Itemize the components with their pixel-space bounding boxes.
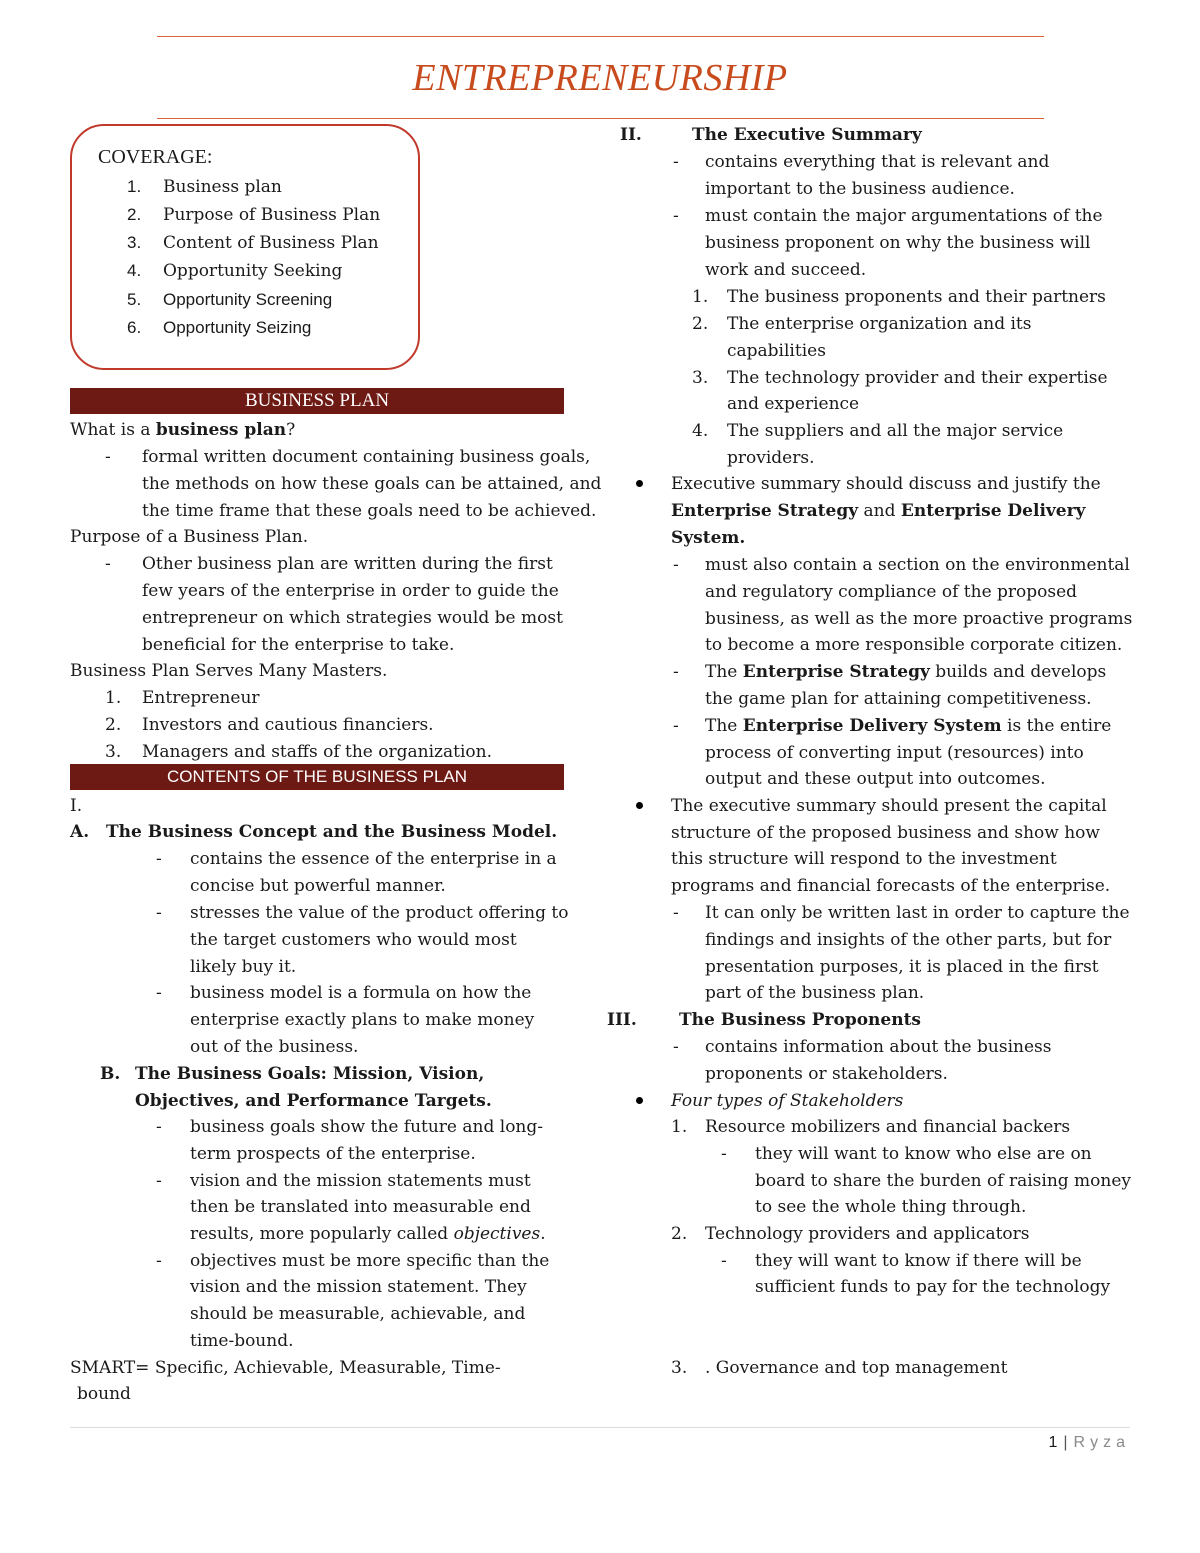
- stakeholder-bullet: sufficient funds to pay for the technology: [755, 1277, 1111, 1297]
- section-ii-bullet: the game plan for attaining competitiveness.: [705, 689, 1092, 709]
- section-ii-bullet: must also contain a section on the environmental: [705, 555, 1130, 575]
- purpose-line: entrepreneur on which strategies would be most: [142, 608, 563, 628]
- masters-number: 1.: [105, 688, 122, 708]
- stakeholders-heading: Four types of Stakeholders: [671, 1091, 904, 1111]
- section-a-bullet: business model is a formula on how the: [190, 983, 532, 1003]
- section-ii-bullet: business, as well as the more proactive programs: [705, 609, 1133, 629]
- masters-item: Entrepreneur: [142, 688, 260, 708]
- dash-marker: -: [673, 716, 679, 736]
- dash-marker: -: [673, 555, 679, 575]
- smart-line: bound: [77, 1384, 131, 1404]
- section-ii-bullet: The Enterprise Delivery System is the entire: [705, 716, 1112, 736]
- dash-marker: -: [156, 1251, 162, 1271]
- dash-marker: -: [156, 1117, 162, 1137]
- dash-marker: -: [673, 1037, 679, 1057]
- section-b-bullet: term prospects of the enterprise.: [190, 1144, 476, 1164]
- section-iii-label: III.: [607, 1010, 637, 1030]
- stakeholder-bullet: they will want to know who else are on: [755, 1144, 1092, 1164]
- section-ii-bullet: The Enterprise Strategy builds and develops: [705, 662, 1107, 682]
- page-title: ENTREPRENEURSHIP: [412, 57, 788, 99]
- section-ii-bullet: presentation purposes, it is placed in the first: [705, 957, 1099, 977]
- header-rule-bottom: [157, 118, 1044, 119]
- footer-separator: |: [1063, 1434, 1068, 1451]
- dash-marker: -: [673, 662, 679, 682]
- section-ii-list-item: The business proponents and their partners: [727, 287, 1106, 307]
- stakeholder-bullet: to see the whole thing through.: [755, 1197, 1027, 1217]
- purpose-line: beneficial for the enterprise to take.: [142, 635, 455, 655]
- section-b-bullet: vision and the mission statement. They: [190, 1277, 527, 1297]
- section-ii-list-item: providers.: [727, 448, 815, 468]
- section-ii-bullet: process of converting input (resources) into: [705, 743, 1084, 763]
- coverage-item: 5. Opportunity Screening: [127, 290, 333, 309]
- stakeholder-item: Resource mobilizers and financial backers: [705, 1117, 1071, 1137]
- section-iii-title: The Business Proponents: [679, 1010, 922, 1030]
- section-b-bullet: vision and the mission statements must: [190, 1171, 531, 1191]
- page-footer: [1048, 1434, 1130, 1452]
- stakeholder-bullet: board to share the burden of raising money: [755, 1171, 1132, 1191]
- smart-line: SMART= Specific, Achievable, Measurable, Time-: [70, 1358, 501, 1378]
- section-a-bullet: concise but powerful manner.: [190, 876, 446, 896]
- section-b-bullet: results, more popularly called objectives.: [190, 1224, 546, 1244]
- header-rule-top: [157, 36, 1044, 37]
- dash-marker: -: [156, 903, 162, 923]
- definition-line: the time frame that these goals need to be achieved.: [142, 501, 597, 521]
- dash-marker: -: [156, 983, 162, 1003]
- section-ii-bullet: part of the business plan.: [705, 983, 925, 1003]
- masters-item: Managers and staffs of the organization.: [142, 742, 492, 762]
- section-ii-list-item: The suppliers and all the major service: [727, 421, 1064, 441]
- masters-heading: Business Plan Serves Many Masters.: [70, 661, 388, 681]
- section-ii-list-item: The enterprise organization and its: [727, 314, 1032, 334]
- coverage-item: 6. Opportunity Seizing: [127, 318, 312, 337]
- section-bar-business-plan: BUSINESS PLAN: [70, 388, 564, 414]
- section-b-label: B.: [100, 1064, 121, 1084]
- section-b-bullet: time-bound.: [190, 1331, 294, 1351]
- dash-marker: -: [721, 1144, 727, 1164]
- stakeholder-item: Technology providers and applicators: [705, 1224, 1030, 1244]
- definition-line: formal written document containing business goals,: [142, 447, 591, 467]
- section-a-label: A.: [70, 822, 90, 842]
- section-ii-bullet: important to the business audience.: [705, 179, 1015, 199]
- stakeholder-number: 1.: [671, 1117, 688, 1137]
- coverage-item: 4. Opportunity Seeking: [127, 261, 343, 281]
- author-name: Ryza: [1073, 1434, 1130, 1451]
- footer-rule: [70, 1427, 1130, 1428]
- bullet-dot-icon: [636, 802, 643, 809]
- masters-number: 2.: [105, 715, 122, 735]
- section-ii-list-number: 2.: [692, 314, 709, 334]
- coverage-item: 1. Business plan: [127, 177, 282, 197]
- section-ii-title: The Executive Summary: [692, 125, 922, 145]
- exec-summary-point: this structure will respond to the investment: [671, 849, 1057, 869]
- dash-marker: -: [156, 849, 162, 869]
- what-is-business-plan: What is a business plan?: [70, 420, 296, 440]
- stakeholder-number: 2.: [671, 1224, 688, 1244]
- definition-line: the methods on how these goals can be attained, and: [142, 474, 602, 494]
- exec-summary-point: Executive summary should discuss and justify the: [671, 474, 1101, 494]
- section-ii-list-number: 3.: [692, 368, 709, 388]
- section-b-title: The Business Goals: Mission, Vision,: [135, 1064, 485, 1084]
- section-a-bullet: likely buy it.: [190, 957, 297, 977]
- section-b-title: Objectives, and Performance Targets.: [135, 1091, 492, 1111]
- roman-numeral-i: I.: [70, 796, 83, 816]
- section-ii-bullet: business proponent on why the business will: [705, 233, 1091, 253]
- bullet-dot-icon: [636, 1097, 643, 1104]
- section-b-bullet: objectives must be more specific than the: [190, 1251, 550, 1271]
- section-ii-label: II.: [620, 125, 642, 145]
- section-a-bullet: stresses the value of the product offering to: [190, 903, 569, 923]
- dash-marker: -: [673, 206, 679, 226]
- section-a-bullet: out of the business.: [190, 1037, 359, 1057]
- purpose-line: Other business plan are written during the first: [142, 554, 553, 574]
- stakeholder-bullet: they will want to know if there will be: [755, 1251, 1082, 1271]
- section-ii-list-number: 4.: [692, 421, 709, 441]
- section-bar-contents: CONTENTS OF THE BUSINESS PLAN: [70, 764, 564, 790]
- section-ii-bullet: output and these output into outcomes.: [705, 769, 1046, 789]
- section-ii-bullet: findings and insights of the other parts, but for: [705, 930, 1112, 950]
- purpose-heading: Purpose of a Business Plan.: [70, 527, 309, 547]
- section-ii-list-item: The technology provider and their expertise: [727, 368, 1108, 388]
- section-ii-bullet: and regulatory compliance of the proposed: [705, 582, 1078, 602]
- coverage-item: 3. Content of Business Plan: [127, 233, 379, 253]
- dash-marker: -: [673, 152, 679, 172]
- stakeholder-number: 3.: [671, 1358, 688, 1378]
- dash-marker: -: [721, 1251, 727, 1271]
- masters-item: Investors and cautious financiers.: [142, 715, 434, 735]
- section-a-bullet: contains the essence of the enterprise in a: [190, 849, 557, 869]
- section-ii-bullet: must contain the major argumentations of the: [705, 206, 1103, 226]
- section-ii-list-number: 1.: [692, 287, 709, 307]
- exec-summary-point: programs and financial forecasts of the enterprise.: [671, 876, 1111, 896]
- dash-marker: -: [105, 447, 111, 467]
- section-ii-bullet: to become a more responsible corporate citizen.: [705, 635, 1123, 655]
- purpose-line: few years of the enterprise in order to guide the: [142, 581, 559, 601]
- bullet-dot-icon: [636, 480, 643, 487]
- exec-summary-point: Enterprise Strategy and Enterprise Delivery: [671, 501, 1086, 521]
- section-a-title: The Business Concept and the Business Model.: [106, 822, 558, 842]
- section-a-bullet: enterprise exactly plans to make money: [190, 1010, 535, 1030]
- exec-summary-point: The executive summary should present the capital: [671, 796, 1107, 816]
- exec-summary-point: System.: [671, 528, 746, 548]
- section-ii-bullet: contains everything that is relevant and: [705, 152, 1050, 172]
- coverage-item: 2. Purpose of Business Plan: [127, 205, 381, 225]
- dash-marker: -: [105, 554, 111, 574]
- page-number: 1: [1048, 1434, 1058, 1451]
- section-b-bullet: business goals show the future and long-: [190, 1117, 544, 1137]
- dash-marker: -: [156, 1171, 162, 1191]
- section-b-bullet: then be translated into measurable end: [190, 1197, 531, 1217]
- coverage-heading: COVERAGE:: [98, 146, 213, 168]
- section-iii-bullet: contains information about the business: [705, 1037, 1052, 1057]
- masters-number: 3.: [105, 742, 122, 762]
- stakeholder-item: . Governance and top management: [705, 1358, 1008, 1378]
- section-b-bullet: should be measurable, achievable, and: [190, 1304, 526, 1324]
- section-a-bullet: the target customers who would most: [190, 930, 517, 950]
- section-iii-bullet: proponents or stakeholders.: [705, 1064, 948, 1084]
- section-ii-list-item: capabilities: [727, 341, 826, 361]
- section-ii-list-item: and experience: [727, 394, 860, 414]
- section-ii-bullet: work and succeed.: [705, 260, 867, 280]
- exec-summary-point: structure of the proposed business and show how: [671, 823, 1100, 843]
- section-ii-bullet: It can only be written last in order to capture the: [705, 903, 1130, 923]
- dash-marker: -: [673, 903, 679, 923]
